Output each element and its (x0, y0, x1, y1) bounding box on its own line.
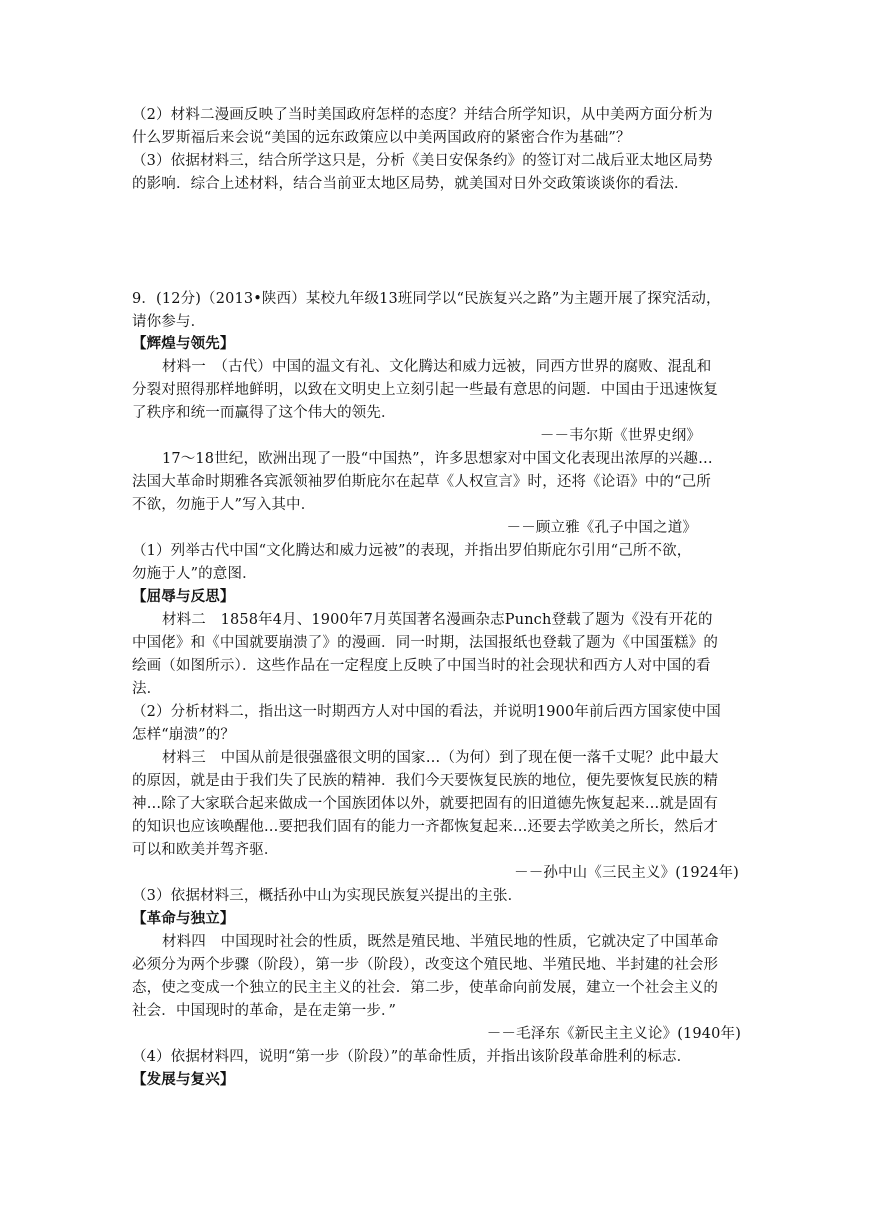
q9-intro-line2: 请你参与． (132, 314, 206, 330)
material3-line4: 的知识也应该唤醒他…要把我们固有的能力一齐都恢复起来…还要去学欧美之所长，然后才 (132, 819, 718, 835)
material1-para2-line2: 法国大革命时期雅各宾派领袖罗伯斯庇尔在起草《人权宣言》时，还将《论语》中的“己所 (132, 474, 711, 490)
material1-para1-line1: 材料一 （古代）中国的温文有礼、文化腾达和威力远被，同西方世界的腐败、混乱和 (162, 359, 712, 375)
material4-line2: 必须分为两个步骤（阶段），第一步（阶段），改变这个殖民地、半殖民地、半封建的社会形 (132, 957, 719, 973)
material1-source2: －－顾立雅《孔子中国之道》 (506, 520, 697, 536)
material4-source: －－毛泽东《新民主主义论》(1940年) (486, 1026, 741, 1042)
material2-line3: 绘画（如图所示）．这些作品在一定程度上反映了中国当时的社会现状和西方人对中国的看 (132, 658, 711, 674)
section-heading-revolution: 【革命与独立】 (132, 910, 235, 927)
q8-sub3-line2: 的影响．综合上述材料，结合当前亚太地区局势，就美国对日外交政策谈谈你的看法． (132, 176, 689, 192)
material1-source1: －－韦尔斯《世界史纲》 (539, 428, 701, 444)
material3-line5: 可以和欧美并驾齐驱． (132, 842, 279, 858)
material1-para1-line3: 了秩序和统一而赢得了这个伟大的领先． (132, 405, 396, 421)
q9-sub4-line1: （4）依据材料四，说明“第一步（阶段）”的革命性质，并指出该阶段革命胜利的标志． (132, 1049, 692, 1065)
material3-source: －－孙中山《三民主义》(1924年) (514, 865, 739, 881)
q9-sub3-line1: （3）依据材料三，概括孙中山为实现民族复兴提出的主张． (132, 888, 523, 904)
q8-sub3-line1: （3）依据材料三，结合所学这只是，分析《美日安保条约》的签订对二战后亚太地区局势 (132, 153, 713, 169)
material2-line2: 中国佬》和《中国就要崩溃了》的漫画．同一时期，法国报纸也登载了题为《中国蛋糕》的 (132, 635, 718, 651)
q8-sub2-line1: （2）材料二漫画反映了当时美国政府怎样的态度？并结合所学知识，从中美两方面分析为 (132, 107, 713, 123)
q8-sub2-line2: 什么罗斯福后来会说“美国的远东政策应以中美两国政府的紧密合作为基础”？ (132, 130, 631, 146)
material3-line2: 的原因，就是由于我们失了民族的精神．我们今天要恢复民族的地位，便先要恢复民族的精 (132, 773, 718, 789)
material4-line4: 社会．中国现时的革命，是在走第一步．” (132, 1003, 397, 1019)
material1-para2-line1: 17～18世纪，欧洲出现了一股“中国热”，许多思想家对中国文化表现出浓厚的兴趣… (162, 451, 713, 467)
material2-line1: 材料二 1858年4月、1900年7月英国著名漫画杂志Punch登载了题为《没有开花的 (162, 612, 713, 628)
q9-sub1-line1: （1）列举古代中国“文化腾达和威力远被”的表现，并指出罗伯斯庇尔引用“己所不欲， (132, 543, 692, 559)
material4-line3: 态，使之变成一个独立的民主主义的社会．第二步，使革命向前发展，建立一个社会主义的 (132, 980, 718, 996)
material2-line4: 法． (132, 681, 162, 697)
section-heading-glory: 【辉煌与领先】 (132, 335, 235, 352)
material1-para1-line2: 分裂对照得那样地鲜明，以致在文明史上立刻引起一些最有意思的问题．中国由于迅速恢复 (132, 382, 718, 398)
section-heading-development: 【发展与复兴】 (132, 1071, 235, 1088)
section-heading-humiliation: 【屈辱与反思】 (132, 588, 235, 605)
q9-sub2-line2: 怎样“崩溃”的？ (132, 727, 236, 743)
material1-para2-line3: 不欲，勿施于人”写入其中． (132, 497, 316, 513)
material3-line1: 材料三 中国从前是很强盛很文明的国家…（为何）到了现在便一落千丈呢？此中最大 (162, 750, 719, 766)
q9-sub1-line2: 勿施于人”的意图． (132, 566, 257, 582)
q9-intro-line1: 9．(12分)（2013•陕西）某校九年级13班同学以“民族复兴之路”为主题开展了探究活动， (132, 291, 721, 307)
material4-line1: 材料四 中国现时社会的性质，既然是殖民地、半殖民地的性质，它就决定了中国革命 (162, 934, 719, 950)
material3-line3: 神…除了大家联合起来做成一个国族团体以外，就要把固有的旧道德先恢复起来…就是固有 (132, 796, 718, 812)
q9-sub2-line1: （2）分析材料二，指出这一时期西方人对中国的看法，并说明1900年前后西方国家使中国 (132, 704, 721, 720)
